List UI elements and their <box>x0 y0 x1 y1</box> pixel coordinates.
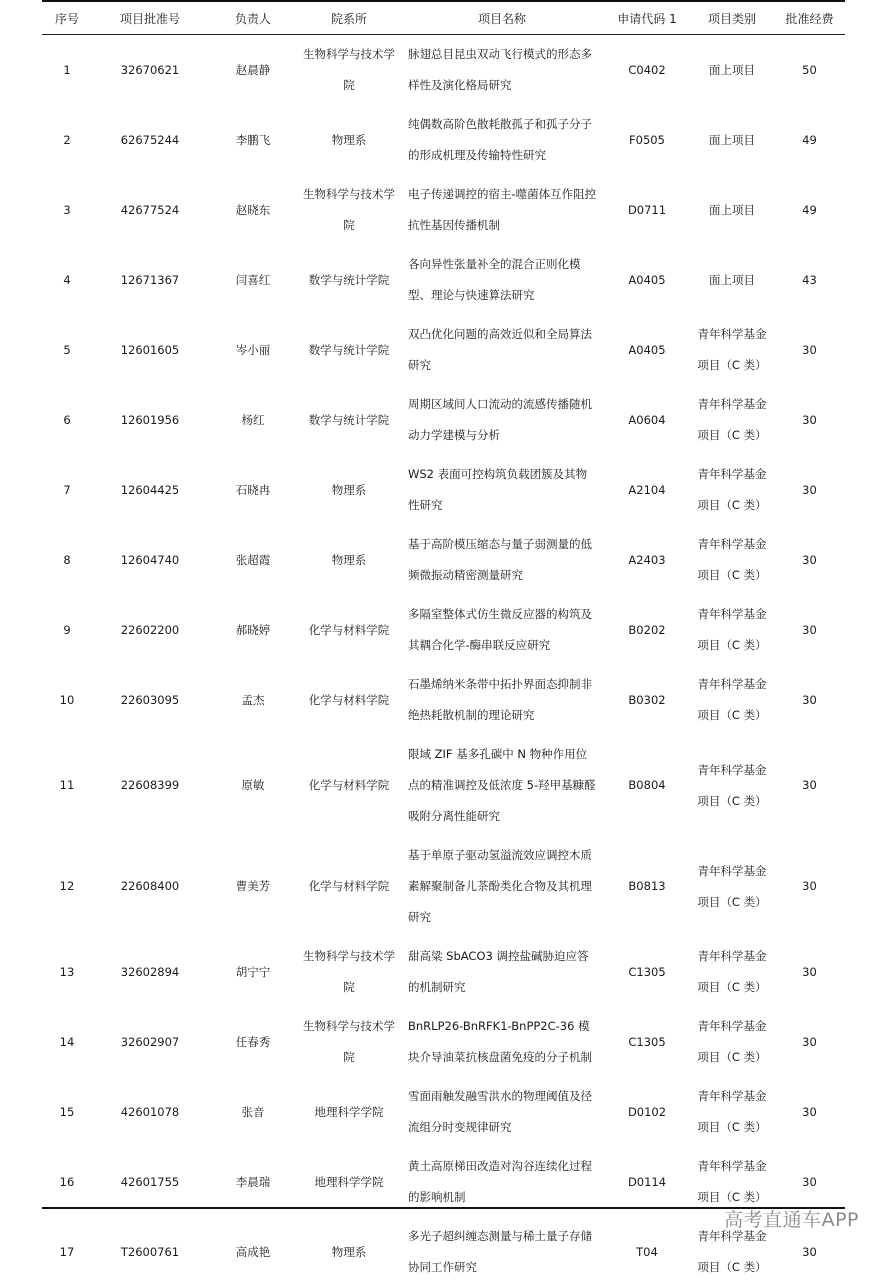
cell-title <box>400 1077 604 1147</box>
cell-category: 青年科学基金项目（C 类） <box>690 1077 774 1147</box>
cell-seq: 14 <box>42 1007 92 1077</box>
cell-category: 青年科学基金项目（C 类） <box>690 1217 774 1287</box>
table-row <box>42 175 845 245</box>
cell-funding: 43 <box>774 245 845 315</box>
grant-rows <box>42 35 845 1287</box>
cell-school: 化学与材料学院 <box>298 595 400 665</box>
cell-title <box>400 1217 604 1287</box>
project-title-text: 石墨烯纳米条带中拓扑界面态抑制非绝热耗散机制的理论研究 <box>408 669 598 731</box>
cell-school: 物理系 <box>298 525 400 595</box>
cell-approval-no: 12604425 <box>92 455 208 525</box>
cell-category: 青年科学基金项目（C 类） <box>690 315 774 385</box>
table-row <box>42 35 845 106</box>
cell-category: 青年科学基金项目（C 类） <box>690 937 774 1007</box>
table-row <box>42 836 845 937</box>
table-row <box>42 385 845 455</box>
cell-funding: 30 <box>774 315 845 385</box>
cell-funding: 30 <box>774 1007 845 1077</box>
project-title-text: 基于单原子驱动氢溢流效应调控木质素解聚制备儿茶酚类化合物及其机理研究 <box>408 840 598 933</box>
cell-approval-no: 32602907 <box>92 1007 208 1077</box>
project-title-text: 周期区域间人口流动的流感传播随机动力学建模与分析 <box>408 389 598 451</box>
project-title-text: BnRLP26-BnRFK1-BnPP2C-36 模块介导油菜抗核盘菌免疫的分子机制 <box>408 1011 598 1073</box>
cell-code: B0302 <box>604 665 690 735</box>
header-leader: 负责人 <box>208 2 298 35</box>
cell-title <box>400 175 604 245</box>
cell-seq: 8 <box>42 525 92 595</box>
cell-code: B0813 <box>604 836 690 937</box>
cell-code: C0402 <box>604 35 690 106</box>
table-row <box>42 455 845 525</box>
cell-school: 化学与材料学院 <box>298 665 400 735</box>
cell-funding: 30 <box>774 1217 845 1287</box>
cell-code: A2403 <box>604 525 690 595</box>
cell-school: 物理系 <box>298 455 400 525</box>
table-row <box>42 245 845 315</box>
cell-approval-no: 32670621 <box>92 35 208 106</box>
header-approval-no: 项目批准号 <box>92 2 208 35</box>
cell-code: A0405 <box>604 315 690 385</box>
table-row <box>42 105 845 175</box>
project-title-text: 各向异性张量补全的混合正则化模型、理论与快速算法研究 <box>408 249 598 311</box>
cell-title <box>400 245 604 315</box>
cell-seq: 1 <box>42 35 92 106</box>
table-row <box>42 525 845 595</box>
header-funding: 批准经费 <box>774 2 845 35</box>
cell-approval-no: T2600761 <box>92 1217 208 1287</box>
cell-school: 数学与统计学院 <box>298 385 400 455</box>
cell-seq: 10 <box>42 665 92 735</box>
cell-leader: 胡宁宁 <box>208 937 298 1007</box>
cell-funding: 30 <box>774 836 845 937</box>
cell-school: 地理科学学院 <box>298 1077 400 1147</box>
cell-funding: 30 <box>774 455 845 525</box>
header-category: 项目类别 <box>690 2 774 35</box>
cell-category: 面上项目 <box>690 175 774 245</box>
cell-seq: 11 <box>42 735 92 836</box>
table-row <box>42 595 845 665</box>
cell-title <box>400 1007 604 1077</box>
header-seq: 序号 <box>42 2 92 35</box>
cell-leader: 赵晓东 <box>208 175 298 245</box>
cell-seq: 4 <box>42 245 92 315</box>
project-title-text: 纯偶数高阶色散耗散孤子和孤子分子的形成机理及传输特性研究 <box>408 109 598 171</box>
cell-title <box>400 937 604 1007</box>
cell-seq: 7 <box>42 455 92 525</box>
cell-seq: 16 <box>42 1147 92 1217</box>
cell-funding: 30 <box>774 937 845 1007</box>
cell-category: 面上项目 <box>690 35 774 106</box>
project-title-text: 甜高粱 SbACO3 调控盐碱胁迫应答的机制研究 <box>408 941 598 1003</box>
cell-title <box>400 836 604 937</box>
cell-category: 青年科学基金项目（C 类） <box>690 665 774 735</box>
cell-seq: 12 <box>42 836 92 937</box>
project-title-text: 多光子超纠缠态测量与稀土量子存储协同工作研究 <box>408 1221 598 1283</box>
cell-school: 生物科学与技术学院 <box>298 937 400 1007</box>
table-row <box>42 1077 845 1147</box>
cell-school: 物理系 <box>298 1217 400 1287</box>
cell-approval-no: 62675244 <box>92 105 208 175</box>
cell-code: A2104 <box>604 455 690 525</box>
cell-approval-no: 42601755 <box>92 1147 208 1217</box>
header-school: 院系所 <box>298 2 400 35</box>
cell-leader: 张音 <box>208 1077 298 1147</box>
cell-title <box>400 315 604 385</box>
cell-approval-no: 12604740 <box>92 525 208 595</box>
cell-seq: 13 <box>42 937 92 1007</box>
cell-leader: 曹美芳 <box>208 836 298 937</box>
cell-code: D0102 <box>604 1077 690 1147</box>
table-row <box>42 315 845 385</box>
cell-code: A0405 <box>604 245 690 315</box>
cell-code: B0202 <box>604 595 690 665</box>
cell-approval-no: 12601956 <box>92 385 208 455</box>
cell-funding: 30 <box>774 665 845 735</box>
cell-approval-no: 42601078 <box>92 1077 208 1147</box>
cell-leader: 杨红 <box>208 385 298 455</box>
cell-category: 青年科学基金项目（C 类） <box>690 1007 774 1077</box>
cell-title <box>400 455 604 525</box>
project-title-text: 双凸优化问题的高效近似和全局算法研究 <box>408 319 598 381</box>
grant-table <box>42 2 845 1287</box>
cell-school: 生物科学与技术学院 <box>298 175 400 245</box>
cell-funding: 30 <box>774 735 845 836</box>
cell-school: 生物科学与技术学院 <box>298 1007 400 1077</box>
cell-school: 物理系 <box>298 105 400 175</box>
cell-seq: 3 <box>42 175 92 245</box>
cell-leader: 李晨瑞 <box>208 1147 298 1217</box>
cell-school: 生物科学与技术学院 <box>298 35 400 106</box>
table-row <box>42 735 845 836</box>
cell-seq: 2 <box>42 105 92 175</box>
cell-leader: 原敏 <box>208 735 298 836</box>
cell-title <box>400 525 604 595</box>
project-title-text: 电子传递调控的宿主-噬菌体互作阻控抗性基因传播机制 <box>408 179 598 241</box>
cell-title <box>400 385 604 455</box>
cell-funding: 30 <box>774 1147 845 1217</box>
cell-code: F0505 <box>604 105 690 175</box>
cell-leader: 石晓冉 <box>208 455 298 525</box>
header-title: 项目名称 <box>400 2 604 35</box>
cell-seq: 15 <box>42 1077 92 1147</box>
project-title-text: 基于高阶模压缩态与量子弱测量的低频微振动精密测量研究 <box>408 529 598 591</box>
watermark-text: 高考直通车APP <box>724 1205 859 1232</box>
cell-code: T04 <box>604 1217 690 1287</box>
cell-category: 青年科学基金项目（C 类） <box>690 525 774 595</box>
cell-title <box>400 665 604 735</box>
cell-leader: 赵晨静 <box>208 35 298 106</box>
project-title-text: 脉翅总目昆虫双动飞行模式的形态多样性及演化格局研究 <box>408 39 598 101</box>
cell-seq: 6 <box>42 385 92 455</box>
cell-approval-no: 22602200 <box>92 595 208 665</box>
cell-leader: 闫喜红 <box>208 245 298 315</box>
cell-code: B0804 <box>604 735 690 836</box>
cell-leader: 岑小丽 <box>208 315 298 385</box>
cell-funding: 49 <box>774 175 845 245</box>
cell-school: 数学与统计学院 <box>298 245 400 315</box>
cell-funding: 49 <box>774 105 845 175</box>
cell-approval-no: 12671367 <box>92 245 208 315</box>
header-code: 申请代码 1 <box>604 2 690 35</box>
cell-funding: 30 <box>774 595 845 665</box>
cell-approval-no: 22603095 <box>92 665 208 735</box>
project-title-text: WS2 表面可控构筑负载团簇及其物性研究 <box>408 459 598 521</box>
table-row <box>42 665 845 735</box>
cell-title <box>400 595 604 665</box>
cell-school: 地理科学学院 <box>298 1147 400 1217</box>
cell-school: 化学与材料学院 <box>298 735 400 836</box>
cell-approval-no: 32602894 <box>92 937 208 1007</box>
cell-approval-no: 42677524 <box>92 175 208 245</box>
cell-leader: 张超霞 <box>208 525 298 595</box>
cell-funding: 30 <box>774 385 845 455</box>
cell-seq: 17 <box>42 1217 92 1287</box>
cell-code: C1305 <box>604 937 690 1007</box>
cell-code: A0604 <box>604 385 690 455</box>
cell-approval-no: 22608399 <box>92 735 208 836</box>
cell-school: 化学与材料学院 <box>298 836 400 937</box>
cell-category: 青年科学基金项目（C 类） <box>690 455 774 525</box>
cell-category: 青年科学基金项目（C 类） <box>690 1147 774 1217</box>
cell-seq: 5 <box>42 315 92 385</box>
header-row <box>42 2 845 35</box>
cell-approval-no: 22608400 <box>92 836 208 937</box>
cell-funding: 30 <box>774 525 845 595</box>
cell-category: 面上项目 <box>690 105 774 175</box>
cell-school: 数学与统计学院 <box>298 315 400 385</box>
cell-leader: 高成艳 <box>208 1217 298 1287</box>
cell-code: C1305 <box>604 1007 690 1077</box>
cell-leader: 任春秀 <box>208 1007 298 1077</box>
cell-category: 青年科学基金项目（C 类） <box>690 385 774 455</box>
cell-category: 青年科学基金项目（C 类） <box>690 836 774 937</box>
cell-category: 青年科学基金项目（C 类） <box>690 595 774 665</box>
cell-category: 面上项目 <box>690 245 774 315</box>
cell-category: 青年科学基金项目（C 类） <box>690 735 774 836</box>
cell-code: D0114 <box>604 1147 690 1217</box>
cell-title <box>400 35 604 106</box>
project-title-text: 黄土高原梯田改造对沟谷连续化过程的影响机制 <box>408 1151 598 1213</box>
cell-leader: 李鹏飞 <box>208 105 298 175</box>
cell-title <box>400 735 604 836</box>
table-row <box>42 1007 845 1077</box>
cell-title <box>400 105 604 175</box>
cell-seq: 9 <box>42 595 92 665</box>
cell-leader: 郝晓婷 <box>208 595 298 665</box>
cell-approval-no: 12601605 <box>92 315 208 385</box>
cell-code: D0711 <box>604 175 690 245</box>
project-title-text: 雪面雨触发融雪洪水的物理阈值及径流组分时变规律研究 <box>408 1081 598 1143</box>
grant-list-sheet <box>42 0 845 1287</box>
cell-funding: 30 <box>774 1077 845 1147</box>
project-title-text: 多隔室整体式仿生微反应器的构筑及其耦合化学-酶串联反应研究 <box>408 599 598 661</box>
cell-funding: 50 <box>774 35 845 106</box>
table-row <box>42 937 845 1007</box>
project-title-text: 限域 ZIF 基多孔碳中 N 物种作用位点的精准调控及低浓度 5-羟甲基糠醛吸附分离性能研究 <box>408 739 598 832</box>
cell-leader: 孟杰 <box>208 665 298 735</box>
